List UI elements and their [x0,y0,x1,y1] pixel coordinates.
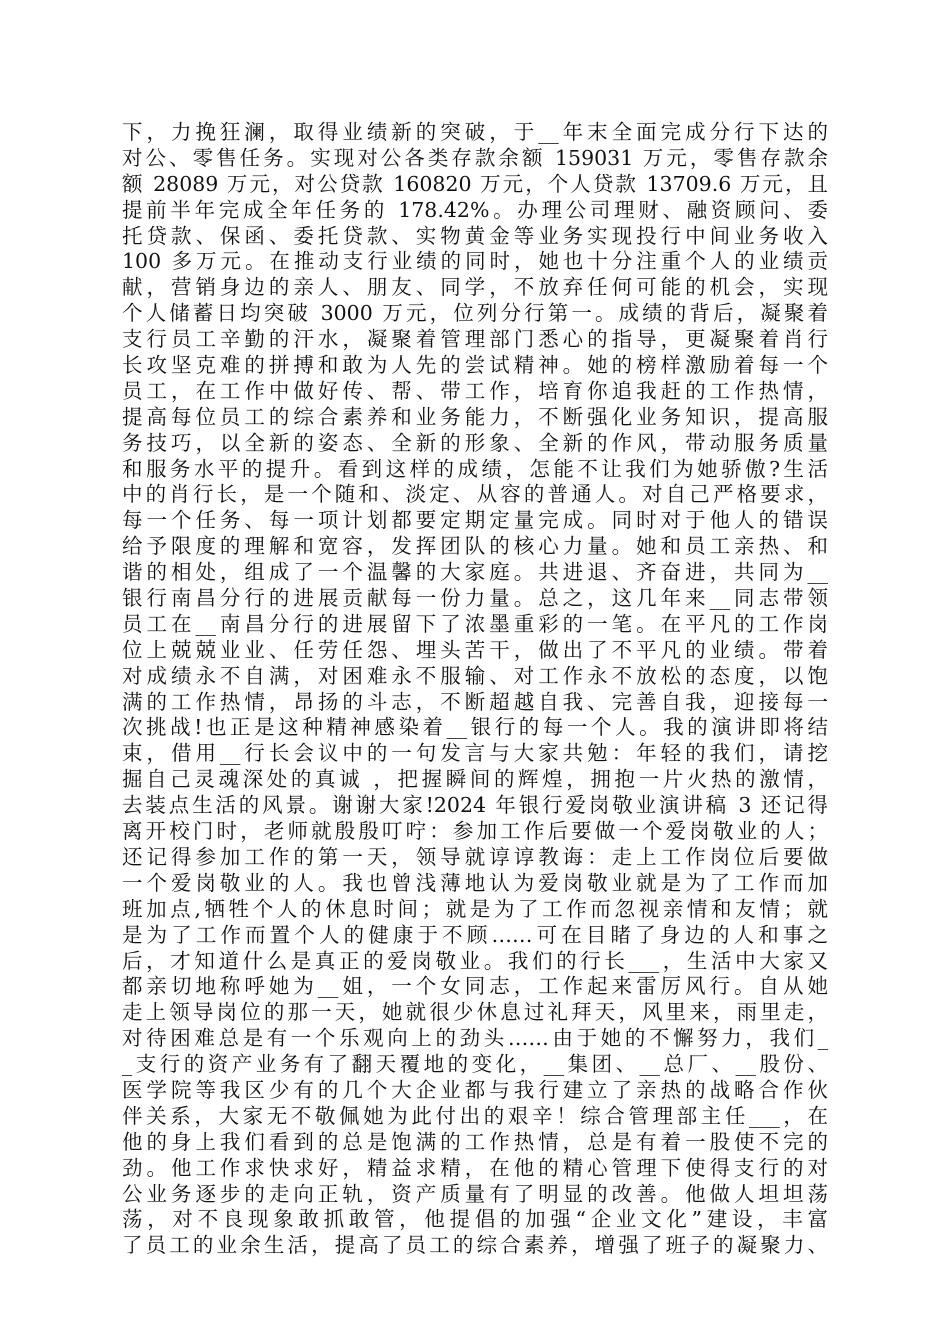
text-line: 员工，在工作中做好传、帮、带工作，培育你追我赶的工作热情， [122,378,828,403]
text-line: 对成绩永不自满，对困难永不服输、对工作永不放松的态度，以饱 [122,663,828,688]
text-line: 后，才知道什么是真正的爱岗敬业。我们的行长___，生活中大家又 [122,948,828,973]
text-line: 对待困难总是有一个乐观向上的劲头……由于她的不懈努力，我们_ [122,1026,828,1051]
text-line: 提高每位员工的综合素养和业务能力，不断强化业务知识，提高服 [122,404,828,429]
text-line: 公业务逐步的走向正轨，资产质量有了明显的改善。他做人坦坦荡 [122,1181,828,1206]
text-line: 了员工的业余生活，提高了员工的综合素养，增强了班子的凝聚力、 [122,1233,828,1258]
text-line: 提前半年完成全年任务的 178.42%。办理公司理财、融资顾问、委 [122,197,828,222]
text-line: 中的肖行长，是一个随和、淡定、从容的普通人。对自己严格要求， [122,482,828,507]
text-line: 额 28089 万元，对公贷款 160820 万元，个人贷款 13709.6 万元，且 [122,171,828,196]
text-line: 伴关系，大家无不敬佩她为此付出的艰辛！综合管理部主任___，在 [122,1103,828,1128]
text-line: 个人储蓄日均突破 3000 万元，位列分行第一。成绩的背后，凝聚着 [122,301,828,326]
body-text [122,120,828,1259]
text-line: 给予限度的理解和宽容，发挥团队的核心力量。她和员工亲热、和 [122,534,828,559]
text-line: 医学院等我区少有的几个大企业都与我行建立了亲热的战略合作伙 [122,1077,828,1102]
text-line: 去装点生活的风景。谢谢大家!2024 年银行爱岗敬业演讲稿 3 还记得 [122,793,828,818]
text-line: 和服务水平的提升。看到这样的成绩，怎能不让我们为她骄傲?生活 [122,456,828,481]
text-line: 务技巧，以全新的姿态、全新的形象、全新的作风，带动服务质量 [122,430,828,455]
text-line: 都亲切地称呼她为__姐，一个女同志，工作起来雷厉风行。自从她 [122,974,828,999]
text-line: 班加点,牺牲个人的休息时间；就是为了工作而忽视亲情和友情；就 [122,896,828,921]
text-line: 托贷款、保函、委托贷款、实物黄金等业务实现投行中间业务收入 [122,223,828,248]
text-line: 次挑战!也正是这种精神感染着__银行的每一个人。我的演讲即将结 [122,715,828,740]
text-line: 一个爱岗敬业的人。我也曾浅薄地认为爱岗敬业就是为了工作而加 [122,870,828,895]
text-line: 献，营销身边的亲人、朋友、同学，不放弃任何可能的机会，实现 [122,275,828,300]
text-line: 还记得参加工作的第一天，领导就谆谆教诲：走上工作岗位后要做 [122,844,828,869]
text-line: 每一个任务、每一项计划都要定期定量完成。同时对于他人的错误 [122,508,828,533]
text-line: 满的工作热情，昂扬的斗志，不断超越自我、完善自我，迎接每一 [122,689,828,714]
text-line: 对公、零售任务。实现对公各类存款余额 159031 万元，零售存款余 [122,145,828,170]
text-line: 位上兢兢业业、任劳任怨、埋头苦干，做出了不平凡的业绩。带着 [122,637,828,662]
text-line: 长攻坚克难的拼搏和敢为人先的尝试精神。她的榜样激励着每一个 [122,353,828,378]
text-line: 荡，对不良现象敢抓敢管，他提倡的加强“企业文化”建设，丰富 [122,1207,828,1232]
text-line: 支行员工辛勤的汗水，凝聚着管理部门悉心的指导，更凝聚着肖行 [122,327,828,352]
text-line: 100 多万元。在推动支行业绩的同时，她也十分注重个人的业绩贡 [122,249,828,274]
text-line: 下，力挽狂澜，取得业绩新的突破，于__年末全面完成分行下达的 [122,120,828,144]
text-line: 谐的相处，组成了一个温馨的大家庭。共进退、齐奋进，共同为__ [122,560,828,585]
text-line: 离开校门时，老师就殷殷叮咛：参加工作后要做一个爱岗敬业的人； [122,819,828,844]
text-line: 束，借用__行长会议中的一句发言与大家共勉：年轻的我们，请挖 [122,741,828,766]
text-line: 员工在__南昌分行的进展留下了浓墨重彩的一笔。在平凡的工作岗 [122,611,828,636]
text-line: _支行的资产业务有了翻天覆地的变化，__集团、__总厂、__股份、 [122,1052,828,1077]
text-line: 劲。他工作求快求好，精益求精，在他的精心管理下使得支行的对 [122,1155,828,1180]
text-line: 走上领导岗位的那一天，她就很少休息过礼拜天，风里来，雨里走， [122,1000,828,1025]
text-line: 是为了工作而置个人的健康于不顾……可在目睹了身边的人和事之 [122,922,828,947]
text-line: 掘自己灵魂深处的真诚 ，把握瞬间的辉煌，拥抱一片火热的激情， [122,767,828,792]
text-line: 银行南昌分行的进展贡献每一份力量。总之，这几年来__同志带领 [122,586,828,611]
text-line: 他的身上我们看到的总是饱满的工作热情，总是有着一股使不完的 [122,1129,828,1154]
